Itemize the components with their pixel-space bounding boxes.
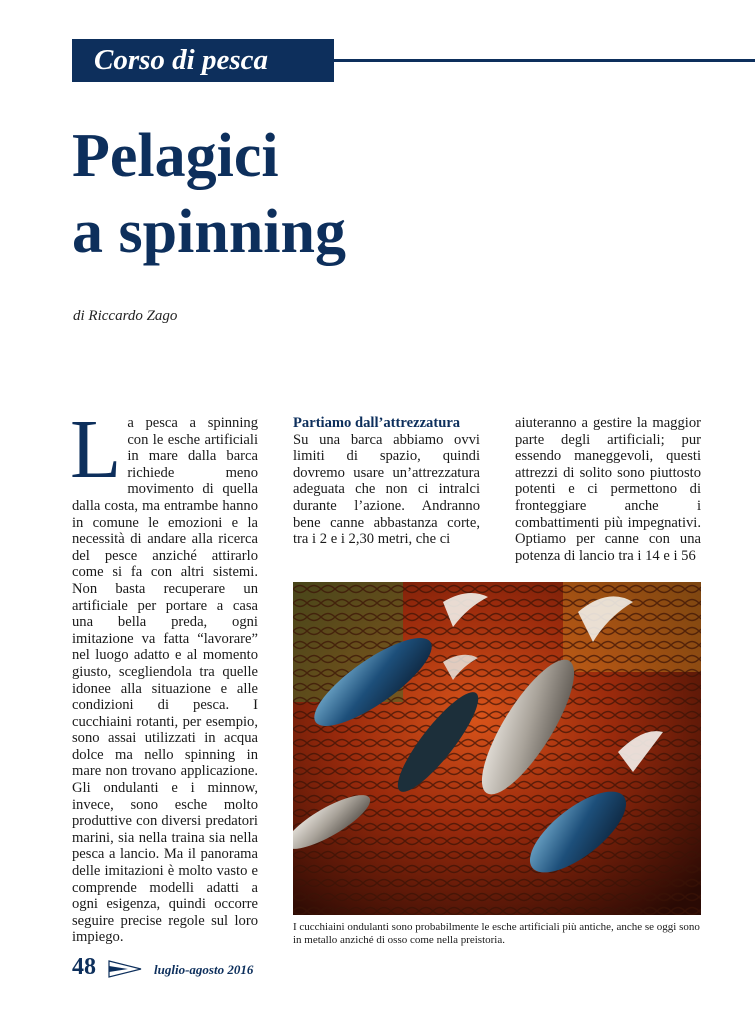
- text-column-2: [293, 415, 480, 548]
- header-rule: [334, 59, 755, 62]
- lures-photo-svg: [293, 582, 701, 915]
- column-1-text: a pesca a spinning con le esche artificiali in mare dalla barca richiede meno movimento di quella dalla costa, ma entrambe hanno in comune le emozioni e la necessità di andare alla ricerca del pesce anziché attirarlo come si fa con altri sistemi. Non basta recuperare un artificiale per portare a casa una bella preda, ogni imitazione va fatta “lavorare” nel luogo adatto e al momento giusto, scegliendola tra quelle idonee alla situazione e alle condizioni di pesca. I cucchiaini rotanti, per esempio, sono assai utilizzati in acqua dolce ma nello spinning in mare non trovano applicazione. Gli ondulanti e i minnow, invece, sono esche molto produttive con diversi predatori marini, sia nella traina sia nella pesca a lancio. Ma il panorama delle imitazioni è molto vasto e comprende modelli adatti a ogni esigenza, quindi occorre seguire precise regole sul loro impiego.: [72, 415, 258, 946]
- section-label: Corso di pesca: [94, 44, 268, 76]
- text-column-1: [70, 403, 258, 946]
- issue-date: luglio-agosto 2016: [154, 962, 254, 977]
- column-3-text: aiuteranno a gestire la maggior parte degli artificiali; pur essendo maneggevoli, questi attrezzi di solito sono piuttosto potenti e ci permettono di fronteggiare anche i combattimenti più impegnativi. Optiamo per canne con una potenza di lancio tra i 14 e i 56: [515, 415, 701, 564]
- page-number: 48: [72, 954, 96, 980]
- byline: di Riccardo Zago: [73, 308, 178, 324]
- photo-caption: I cucchiaini ondulanti sono probabilmente le esche artificiali più antiche, anche se oggi sono in metallo anziché di osso come nella preistoria.: [293, 921, 700, 946]
- text-column-3: [515, 415, 701, 564]
- column-2-text: Su una barca abbiamo ovvi limiti di spazio, quindi dovremo usare un’attrezzatura adeguata che non ci intralci durante l’azione. Andranno bene canne abbastanza corte, tra i 2 e i 2,30 metri, che ci: [293, 431, 480, 548]
- subheading: Partiamo dall’attrezzatura: [293, 415, 461, 431]
- title-line-2: a spinning: [72, 198, 347, 266]
- lures-photo: [293, 582, 701, 915]
- pennant-logo-icon: [108, 960, 142, 978]
- title-line-1: Pelagici: [72, 122, 279, 190]
- article-title: [72, 118, 346, 270]
- drop-cap: L: [70, 403, 122, 496]
